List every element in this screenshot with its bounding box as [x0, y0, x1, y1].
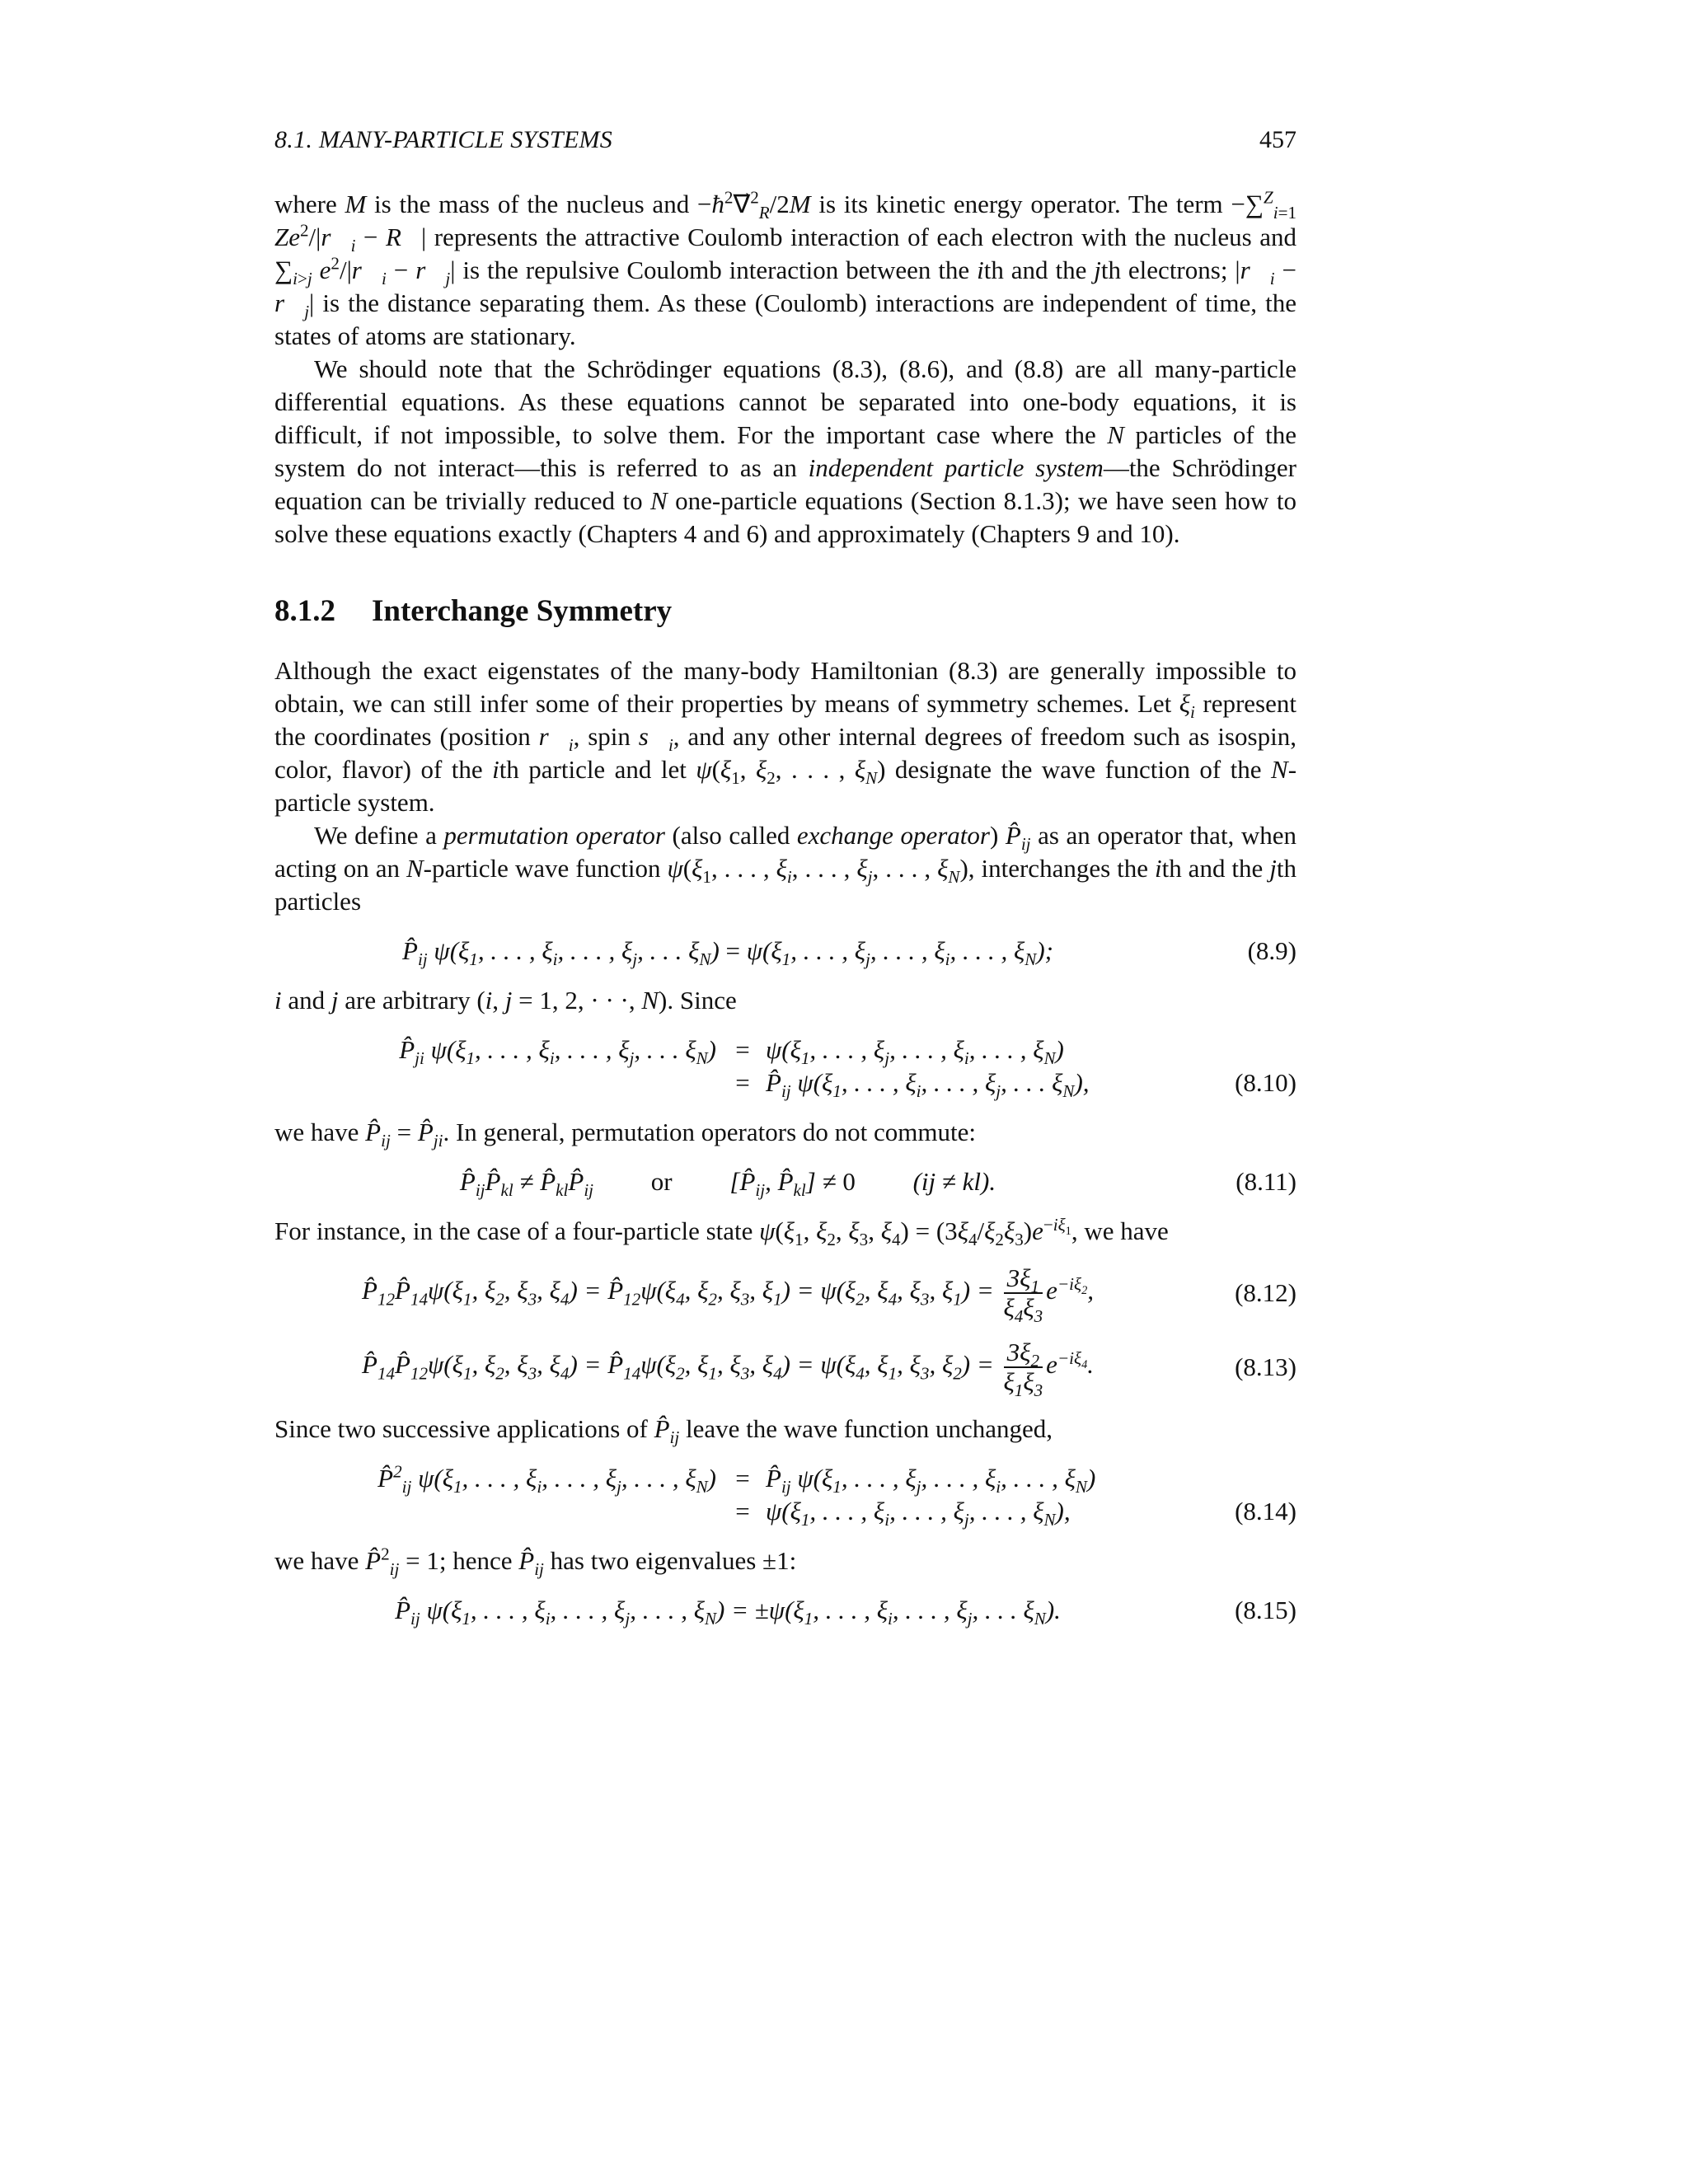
- equation-8-11: $P̂_{ij}P̂_{kl}$ ≠ $P̂_{kl}P̂_{ij}$ or [$P̂_{ij}$, $P̂_{kl}] \ne 0$ (ij ≠ kl). (8.11): [459, 1167, 1296, 1201]
- paragraph-many-particle: We should note that the Schrödinger equations (8.3), (8.6), and (8.8) are all many-particle differential equations. As these equations cannot be separated into one-body equations, it is difficult, if not impossible, to solve them. For the important case where the N particles of the system do not interact—this is referred to as an independent particle system—the Schrödinger equation can be trivially reduced to N one-particle equations (Section 8.1.3); we have seen how to solve these equations exactly (Chapters 4 and 6) and approximately (Chapters 9 and 10).: [274, 354, 1297, 548]
- section-number: 8.1.2: [274, 594, 335, 628]
- equation-number: (8.15): [1235, 1596, 1296, 1624]
- equation-number: (8.13): [1235, 1352, 1296, 1381]
- running-title: 8.1. MANY-PARTICLE SYSTEMS: [274, 126, 613, 153]
- paragraph-successive: Since two successive applications of $P̂_{ij}$ leave the wave function unchanged,: [274, 1414, 1053, 1448]
- equation-8-9: $P̂_{ij}$ $\psi(\xi_1$, . . . , $\xi_i$, . . . , $\xi_j$, . . . $\xi_N) = \psi(\xi_1$, . . . , $\xi_j$, . . . , $\xi_i$, . . . , $\xi_N$); (8.9): [402, 936, 1296, 970]
- equation-8-14: P̂$^2_{ij}$ $\psi(\xi_1$, . . . , $\xi_i$, . . . , $\xi_j$, . . . , $\xi_N$) = $P̂_{ij}$ $\psi(\xi_1$, . . . , $\xi_j$, . . . , $\xi_i$, . . . , $\xi_N$) = $\psi(\xi_1$, . . . , $\xi_i$, . . . , $\xi_j$, . . . , $\xi_N$), (8.14): [377, 1461, 1296, 1530]
- page-content: [274, 124, 1296, 1643]
- equation-8-15: $P̂_{ij}$ $\psi(\xi_1$, . . . , $\xi_i$, . . . , $\xi_j$, . . . , $\xi_N) = \pm\psi(\xi_1$, . . . , $\xi_i$, . . . , $\xi_j$, . . . $\xi_N$). (8.15): [395, 1596, 1296, 1629]
- paragraph-permutation: We define a permutation operator (also called exchange operator) $P̂_{ij}$ as an operator that, when acting on an N-particle wave function $\psi(\xi_1$, . . . , $\xi_i$, . . . , $\xi_j$, . . . , $\xi_N$), interchanges the ith and the jth particles: [274, 821, 1297, 916]
- paragraph-four-particle: For instance, in the case of a four-particle state $\psi(\xi_1$, $\xi_2$, $\xi_3$, $\xi_4) = (3\xi_4/\xi_2\xi_3)e^{-i\xi_1}$, we have: [274, 1214, 1169, 1250]
- equation-8-13: $P̂_{14}P̂_{12}\psi(\xi_1$, $\xi_2$, $\xi_3$, $\xi_4$) = $P̂_{14}\psi(\xi_2$, $\xi_1$, $\xi_3$, $\xi_4) = \psi(\xi_4$, $\xi_1$, $\xi_3$, $\xi_2$) = $\frac{3\xi_2}{\xi_1\xi_3}$ $e^{-i\xi_4}$. (8.13): [362, 1338, 1296, 1401]
- running-header: [274, 124, 1296, 157]
- section-heading: [274, 595, 1296, 628]
- equation-number: (8.12): [1235, 1278, 1296, 1307]
- paragraph-arbitrary: i and j are arbitrary (i, j = 1, 2, · · ·, N). Since: [274, 986, 737, 1015]
- equation-number: (8.14): [1235, 1497, 1296, 1526]
- page-number: 457: [1259, 126, 1296, 153]
- equation-number: (8.10): [1235, 1068, 1296, 1097]
- paragraph-intro: where M is the mass of the nucleus and $-ħ^2\nabla⃗^2_R/2M$ is its kinetic energy operator. The term −∑$^Z_{i=1}$ $Ze^2/|r⃗_i$ − R⃗| represents the attractive Coulomb interaction of each electron with the nucleus and $\sum_{i>j}$ $e^2/|r⃗_i$ − $r⃗_j|$ is the repulsive Coulomb interaction between the ith and the jth electrons; $|r⃗_i$ − $r⃗_j|$ is the distance separating them. As these (Coulomb) interactions are independent of time, the states of atoms are stationary.: [274, 187, 1297, 350]
- equation-number: (8.9): [1247, 936, 1296, 965]
- equation-number: (8.11): [1236, 1167, 1296, 1196]
- paragraph-commute: we have $P̂_{ij}$ = $P̂_{ji}$. In general, permutation operators do not commute:: [274, 1118, 976, 1151]
- equation-8-12: $P̂_{12}P̂_{14}\psi(\xi_1$, $\xi_2$, $\xi_3$, $\xi_4$) = $P̂_{12}\psi(\xi_4$, $\xi_2$, $\xi_3$, $\xi_1) = \psi(\xi_2$, $\xi_4$, $\xi_3$, $\xi_1$) = $\frac{3\xi_1}{\xi_4\xi_3}$ $e^{-i\xi_2}$, (8.12): [362, 1263, 1296, 1327]
- section-title: Interchange Symmetry: [372, 594, 673, 628]
- equation-8-10: $P̂_{ji}$ $\psi(\xi_1$, . . . , $\xi_i$, . . . , $\xi_j$, . . . $\xi_N$) = $\psi(\xi_1$, . . . , $\xi_j$, . . . , $\xi_i$, . . . , $\xi_N$) = $P̂_{ij}$ $\psi(\xi_1$, . . . , $\xi_i$, . . . , $\xi_j$, . . . $\xi_N$), (8.10): [399, 1035, 1296, 1102]
- paragraph-symmetry: Although the exact eigenstates of the many-body Hamiltonian (8.3) are generally impossible to obtain, we can still infer some of their properties by means of symmetry schemes. Let $\xi_i$ represent the coordinates (position $r⃗_i$, spin $s⃗_i$, and any other internal degrees of freedom such as isospin, color, flavor) of the ith particle and let $\psi(\xi_1$, $\xi_2$, . . . , $\xi_N$) designate the wave function of the N-particle system.: [274, 656, 1297, 817]
- paragraph-eigenvalues: we have P̂$^2_{ij}$ = 1; hence $P̂_{ij}$ has two eigenvalues ±1:: [274, 1544, 797, 1580]
